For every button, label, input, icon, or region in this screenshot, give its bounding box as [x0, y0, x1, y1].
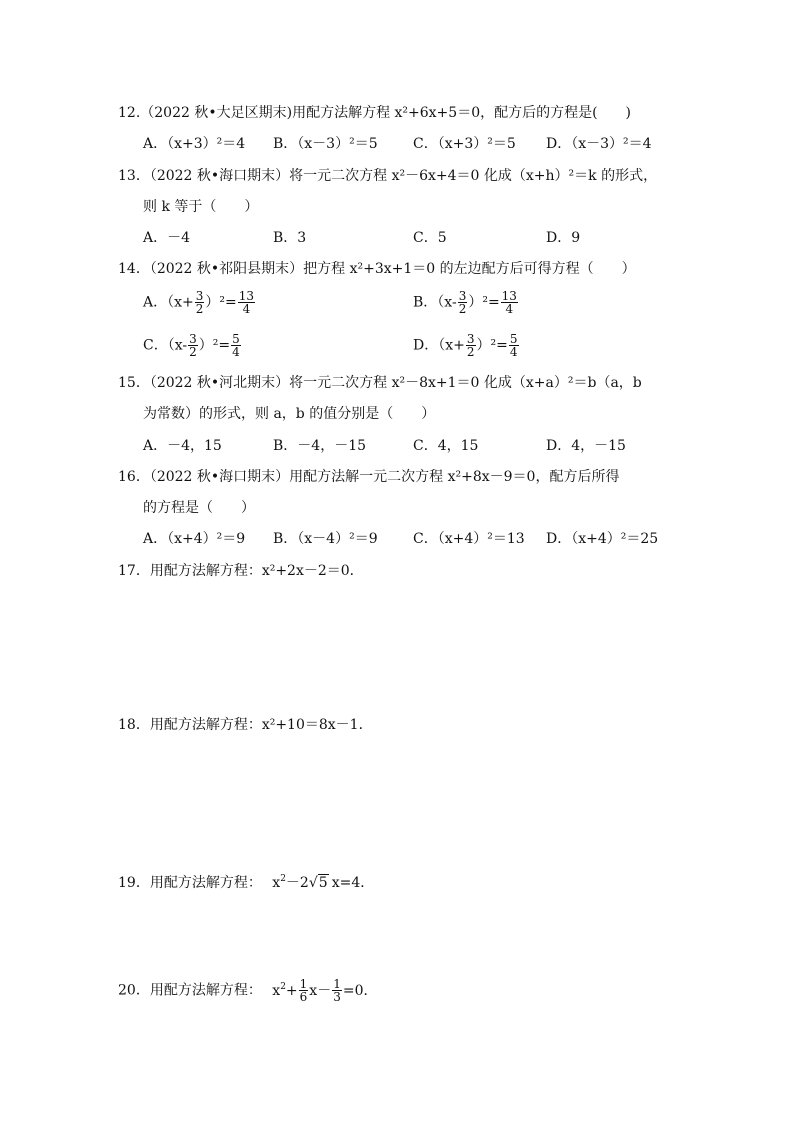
q13-option-c: C．5 [413, 230, 447, 246]
question-13-stem-line1: 13．（2022 秋•海口期末）将一元二次方程 x²－6x+4＝0 化成（x+h）²＝k 的形式， [118, 168, 658, 184]
fraction: $\frac{13}{4}$ [238, 289, 255, 316]
question-13-stem-line2: 则 k 等于（ ） [143, 199, 259, 215]
fraction: $\frac{3}{2}$ [189, 332, 197, 359]
q15-option-a: A．－4，15 [143, 438, 222, 454]
fraction: $\frac{5}{4}$ [509, 332, 518, 359]
fraction: $\frac{3}{2}$ [466, 332, 475, 359]
q14-option-b: B．（x- $\frac{3}{2}$ ）²= $\frac{13}{4}$ [413, 289, 517, 316]
question-15-stem-line2: 为常数）的形式，则 a，b 的值分别是（ ） [143, 406, 436, 422]
q16-option-d: D．（x+4）²＝25 [546, 531, 659, 547]
q12-option-b: B．（x－3）²＝5 [273, 136, 378, 152]
equation-19: $x^2-2√5$ x=4． [272, 874, 375, 891]
q16-option-c: C．（x+4）²＝13 [413, 531, 525, 547]
q15-option-d: D．4，－15 [546, 438, 626, 454]
question-16-stem-line1: 16．（2022 秋•海口期末）用配方法解一元二次方程 x²+8x－9＝0，配方后所得 [118, 469, 620, 485]
fraction: $\frac{13}{4}$ [501, 289, 517, 316]
question-17: 17．用配方法解方程：x²+2x－2＝0． [118, 563, 364, 579]
question-12-stem: 12.（2022 秋•大足区期末)用配方法解方程 x²+6x+5＝0，配方后的方程是( ) [118, 105, 632, 121]
q12-option-d: D．（x－3）²＝4 [546, 136, 652, 152]
fraction: $\frac{5}{4}$ [232, 332, 240, 359]
question-15-stem-line1: 15．（2022 秋•河北期末）将一元二次方程 x²－8x+1＝0 化成（x+a）²＝b（a，b [118, 375, 642, 391]
question-19: 19．用配方法解方程： $x^2-2√5$ x=4． [118, 874, 375, 891]
q13-option-d: D．9 [546, 230, 581, 246]
q13-option-b: B．3 [273, 230, 307, 246]
fraction: $\frac{1}{3}$ [333, 977, 341, 1004]
q15-option-c: C．4，15 [413, 438, 479, 454]
question-16-stem-line2: 的方程是（ ） [143, 500, 255, 516]
q16-option-b: B．（x－4）²＝9 [273, 531, 378, 547]
q14-option-c: C．（x- $\frac{3}{2}$ ）²= $\frac{5}{4}$ [143, 332, 240, 359]
question-18: 18．用配方法解方程：x²+10＝8x－1． [118, 717, 373, 733]
q12-option-c: C．（x+3）²＝5 [413, 136, 516, 152]
fraction: $\frac{3}{2}$ [458, 289, 467, 316]
q14-option-a: A．（x+ $\frac{3}{2}$ ）²= $\frac{13}{4}$ [143, 289, 255, 316]
question-14-stem: 14．（2022 秋•祁阳县期末）把方程 x²+3x+1＝0 的左边配方后可得方程（ ） [118, 261, 636, 277]
q13-option-a: A．－4 [143, 230, 191, 246]
question-20: 20．用配方法解方程： $x^2+$ $\frac{1}{6}$ x－ $\frac{1}{3}$ =0． [118, 977, 378, 1004]
fraction: $\frac{3}{2}$ [195, 289, 204, 316]
q16-option-a: A．（x+4）²＝9 [143, 531, 246, 547]
q12-option-a: A．（x+3）²＝4 [143, 136, 246, 152]
q14-option-d: D．（x+ $\frac{3}{2}$ ）²= $\frac{5}{4}$ [413, 332, 518, 359]
q15-option-b: B．－4，－15 [273, 438, 367, 454]
fraction: $\frac{1}{6}$ [299, 977, 308, 1004]
equation-20: $x^2+$ $\frac{1}{6}$ x－ $\frac{1}{3}$ =0． [272, 977, 378, 1004]
